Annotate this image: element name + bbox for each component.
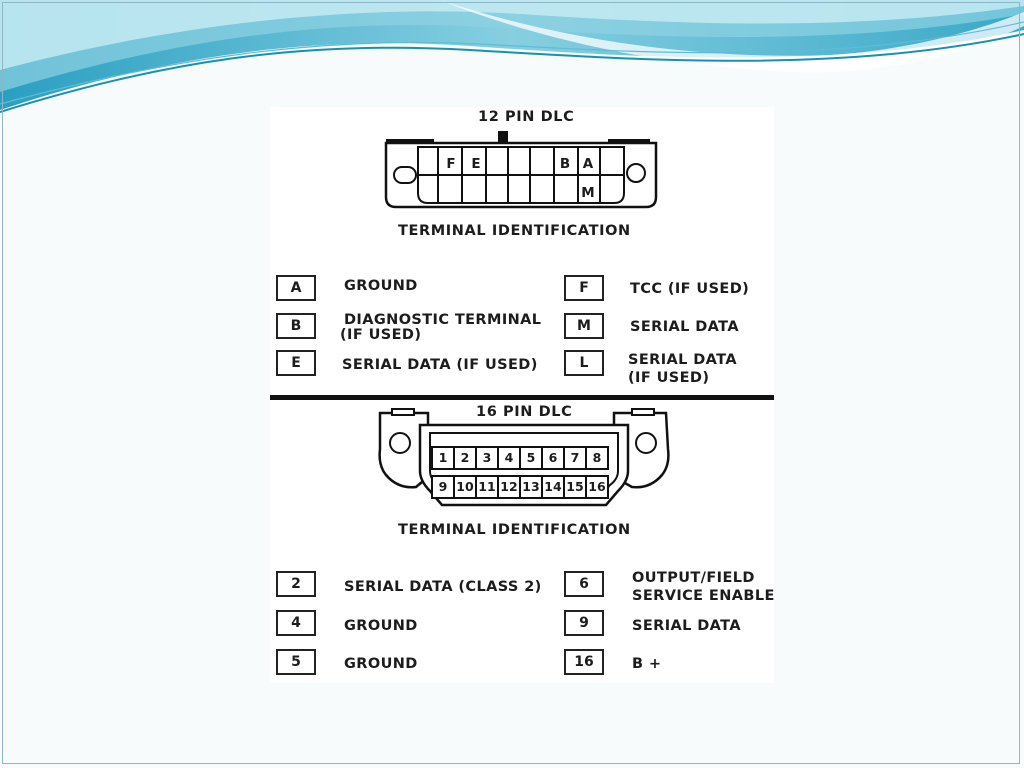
legend12-desc-b-2: (IF USED): [340, 327, 422, 343]
legend12-code-e: E: [276, 350, 316, 376]
dlc-diagram: [270, 107, 774, 683]
legend12-code-f: F: [564, 275, 604, 301]
header-wave-decoration: [0, 0, 1024, 120]
legend12-desc-b: DIAGNOSTIC TERMINAL: [344, 312, 542, 328]
legend12-desc-l-2: (IF USED): [628, 370, 710, 386]
connector16-title: 16 PIN DLC: [476, 404, 573, 420]
legend12-desc-m: SERIAL DATA: [630, 319, 739, 335]
pin16-11: 11: [478, 479, 496, 494]
legend16-code-6: 6: [564, 571, 604, 597]
pin12-label-m: M: [581, 185, 595, 201]
pin16-4: 4: [504, 450, 514, 465]
pin16-16: 16: [588, 479, 606, 494]
section-divider: [270, 395, 774, 400]
pin16-2: 2: [460, 450, 470, 465]
pin12-label-a: A: [582, 156, 594, 172]
legend16-code-5: 5: [276, 649, 316, 675]
pin16-10: 10: [456, 479, 474, 494]
legend12-desc-a: GROUND: [344, 278, 418, 294]
legend16-desc-5: GROUND: [344, 656, 418, 672]
legend16-code-2: 2: [276, 571, 316, 597]
pin16-6: 6: [548, 450, 558, 465]
legend16-desc-6: OUTPUT/FIELD: [632, 570, 755, 586]
legend12-code-l: L: [564, 350, 604, 376]
pin16-15: 15: [566, 479, 584, 494]
pin16-12: 12: [500, 479, 518, 494]
legend12-desc-l: SERIAL DATA: [628, 352, 737, 368]
legend16-code-4: 4: [276, 610, 316, 636]
pin16-9: 9: [438, 479, 448, 494]
pin16-5: 5: [526, 450, 536, 465]
legend16-desc-4: GROUND: [344, 618, 418, 634]
pin16-14: 14: [544, 479, 562, 494]
legend12-code-a: A: [276, 275, 316, 301]
pin16-3: 3: [482, 450, 492, 465]
legend12-code-b: B: [276, 313, 316, 339]
legend16-desc-9: SERIAL DATA: [632, 618, 741, 634]
connector12-drawing: [380, 131, 670, 215]
pin16-7: 7: [570, 450, 580, 465]
legend12-desc-e: SERIAL DATA (IF USED): [342, 357, 538, 373]
pin12-label-e: E: [471, 156, 481, 172]
legend16-code-9: 9: [564, 610, 604, 636]
pin16-1: 1: [438, 450, 448, 465]
legend16-code-16: 16: [564, 649, 604, 675]
legend16-desc-2: SERIAL DATA (CLASS 2): [344, 579, 542, 595]
legend12-desc-f: TCC (IF USED): [630, 281, 750, 297]
pin16-13: 13: [522, 479, 540, 494]
connector12-title: 12 PIN DLC: [478, 109, 575, 125]
legend16-desc-6-2: SERVICE ENABLE: [632, 588, 775, 604]
legend16-desc-16: B +: [632, 656, 662, 672]
connector16-terminal-id: TERMINAL IDENTIFICATION: [398, 522, 631, 538]
connector12-terminal-id: TERMINAL IDENTIFICATION: [398, 223, 631, 239]
pin12-label-b: B: [559, 156, 571, 172]
pin16-8: 8: [592, 450, 602, 465]
pin12-label-f: F: [446, 156, 456, 172]
legend12-code-m: M: [564, 313, 604, 339]
